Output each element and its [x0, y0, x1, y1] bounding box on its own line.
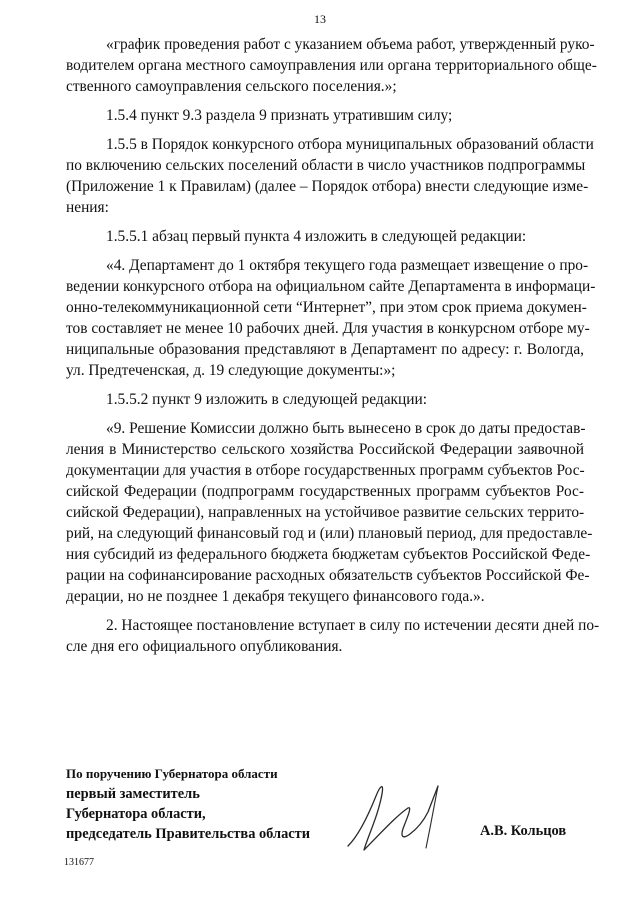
text-line: 1.5.5.2 пункт 9 изложить в следующей редакции: — [106, 391, 427, 408]
paragraph-gap — [66, 218, 584, 226]
paragraph-item-1-5-5-2 — [66, 389, 584, 410]
paragraph-gap — [66, 97, 584, 105]
paragraph-gap — [66, 381, 584, 389]
text-line: «9. Решение Комиссии должно быть вынесено в срок до даты предостав- — [106, 420, 586, 437]
text-line: документации для участия в отборе государственных программ субъектов Рос- — [66, 462, 585, 479]
text-line: рации на софинансирование расходных обязательств субъектов Российской Фе- — [66, 567, 590, 584]
page-number: 13 — [314, 12, 326, 26]
text-line: ственного самоуправления сельского поселения.»; — [66, 78, 397, 95]
signature-block — [66, 764, 310, 844]
paragraph-quote-item-9 — [66, 418, 593, 607]
paragraph-item-1-5-4 — [66, 105, 584, 126]
text-line: ления в Министерство сельского хозяйства Российской Федерации заявочной — [66, 441, 584, 458]
paragraph-gap — [66, 410, 584, 418]
body-text — [66, 34, 600, 657]
text-line: сийской Федерации), направленных на устойчивое развитие сельских террито- — [66, 504, 585, 521]
text-line: ниципальные образования представляют в Департамент по адресу: г. Вологда, — [66, 341, 584, 358]
text-line: «график проведения работ с указанием объема работ, утвержденный руко- — [106, 36, 595, 53]
paragraph-item-1-5-5-1 — [66, 226, 584, 247]
text-line: нения: — [66, 199, 109, 216]
text-line: сийской Федерации (подпрограмм государственных программ субъектов Рос- — [66, 483, 584, 500]
text-line: 1.5.4 пункт 9.3 раздела 9 признать утратившим силу; — [106, 107, 453, 124]
signature-line-position-1: первый заместитель — [66, 786, 200, 802]
text-line: рий, на следующий финансовый год и (или) плановый период, для предоставле- — [66, 525, 593, 542]
text-line: (Приложение 1 к Правилам) (далее – Порядок отбора) внести следующие изме- — [66, 178, 589, 195]
text-line: водителем органа местного самоуправления или органа территориального обще- — [66, 57, 597, 74]
handwritten-signature — [338, 776, 458, 856]
text-line: ведении конкурсного отбора на официальном сайте Департамента в информаци- — [66, 278, 596, 295]
paragraph-gap — [66, 607, 584, 615]
text-line: онно-телекоммуникационной сети “Интернет”, при этом срок приема докумен- — [66, 299, 587, 316]
paragraph-gap — [66, 126, 584, 134]
paragraph-gap — [66, 247, 584, 255]
paragraph-item-1-5-5 — [66, 134, 594, 218]
text-line: сле дня его официального опубликования. — [66, 638, 343, 655]
text-line: ния субсидий из федерального бюджета бюджетам субъектов Российской Феде- — [66, 546, 591, 563]
text-line: 1.5.5.1 абзац первый пункта 4 изложить в следующей редакции: — [106, 228, 527, 245]
text-line: тов составляет не менее 10 рабочих дней. Для участия в конкурсном отборе му- — [66, 320, 590, 337]
text-line: дерации, но не позднее 1 декабря текущего финансового года.». — [66, 588, 485, 605]
paragraph-quote-item-4 — [66, 255, 596, 381]
text-line: ул. Предтеченская, д. 19 следующие документы:»; — [66, 362, 396, 379]
text-line: 2. Настоящее постановление вступает в силу по истечении десяти дней по- — [106, 617, 600, 634]
signature-line-position-2: Губернатора области, — [66, 806, 206, 822]
text-line: «4. Департамент до 1 октября текущего года размещает извещение о про- — [106, 257, 589, 274]
signature-line-by-order: По поручению Губернатора области — [66, 766, 278, 781]
paragraph-item-2 — [66, 615, 600, 657]
paragraph-quote-schedule — [66, 34, 597, 97]
signer-name: А.В. Кольцов — [480, 823, 567, 839]
text-line: 1.5.5 в Порядок конкурсного отбора муниципальных образований области — [106, 136, 594, 153]
signature-line-position-3: председатель Правительства области — [66, 826, 311, 842]
document-code: 131677 — [64, 857, 94, 868]
text-line: по включению сельских поселений области в число участников подпрограммы — [66, 157, 586, 174]
